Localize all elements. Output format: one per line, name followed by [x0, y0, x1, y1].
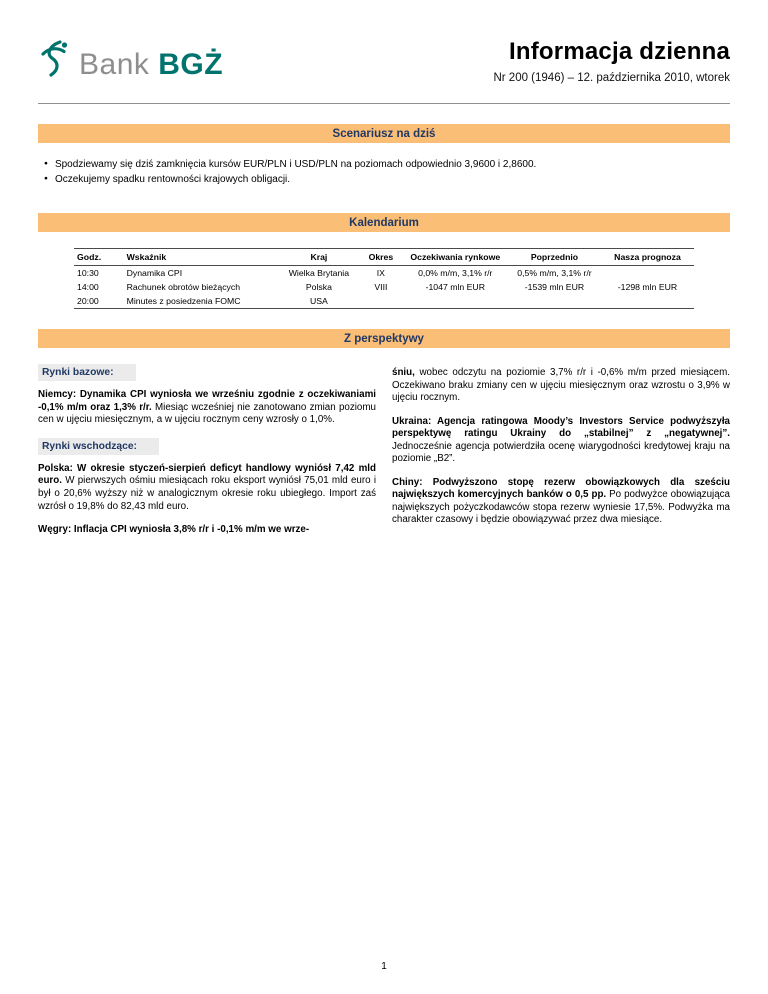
table-cell: 0,0% m/m, 3,1% r/r [418, 268, 493, 278]
scenario-bullet: ● Spodziewamy się dziś zamknięcia kursów EUR/PLN i USD/PLN na poziomach odpowiednio 3,9600 i 2,8600. [44, 157, 730, 172]
calendar-table-header-row [74, 249, 694, 266]
paragraph-body: Miesiąc wcześniej nie zanotowano zmian poziomu cen w ujęciu miesięcznym, a w ujęciu rocznym ceny wzrosły o 1,0%. [38, 401, 376, 426]
news-paragraph-hungary-continued [392, 367, 730, 405]
paragraph-body: W pierwszych ośmiu miesiącach roku eksport wyniósł 75,01 mld euro i był o 20,6% wyższy niż w analogicznym okresie roku ubiegłego. Import zaś wzrósł o 19,8% do 82,43 mld euro. [38, 475, 376, 512]
paragraph-body: wobec odczytu na poziomie 3,7% r/r i -0,6% m/m przed miesiącem. Oczekiwano braku zmiany cen w ujęciu miesięcznym oraz wzrostu o 3,9% w ujęciu rocznym. [392, 367, 730, 404]
table-cell: -1298 mln EUR [617, 282, 678, 292]
news-paragraph-germany [38, 389, 376, 427]
table-cell: Rachunek obrotów bieżących [126, 282, 241, 292]
table-cell: IX [376, 268, 385, 278]
table-cell: 0,5% m/m, 3,1% r/r [517, 268, 592, 278]
scenario-bullet: ● Oczekujemy spadku rentowności krajowych obligacji. [44, 172, 730, 187]
page-title: Informacja dzienna [509, 38, 730, 65]
logo-word-bank: Bank [79, 47, 150, 81]
table-cell: 14:00 [77, 282, 99, 292]
right-column [392, 364, 730, 548]
subheading-base-markets: Rynki bazowe: [38, 364, 136, 381]
table-cell: VIII [374, 282, 388, 292]
page-number: 1 [381, 961, 387, 972]
table-cell: Minutes z posiedzenia FOMC [126, 296, 241, 306]
scenario-bullet-list [38, 157, 730, 187]
subheading-emerging-markets: Rynki wschodzące: [38, 438, 159, 455]
section-banner-calendar: Kalendarium [38, 213, 730, 232]
table-cell: -1047 mln EUR [425, 282, 485, 292]
paragraph-lead: Polska: W okresie styczeń-sierpień deficyt handlowy wyniósł 7,42 mld euro. [38, 462, 376, 487]
logo-word-bgz: BGŻ [158, 47, 224, 81]
table-column-header: Wskaźnik [124, 249, 279, 266]
calendar-table [74, 248, 694, 309]
table-cell [359, 294, 402, 309]
perspective-columns [38, 364, 730, 548]
table-cell: USA [309, 296, 328, 306]
table-cell [601, 266, 694, 281]
bank-logo [38, 38, 223, 91]
header-titles [493, 34, 730, 84]
table-cell: Dynamika CPI [126, 268, 183, 278]
table-column-header: Godz. [74, 249, 124, 266]
paragraph-lead: Niemcy: Dynamika CPI wyniosła we wrześniu zgodnie z oczekiwaniami -0,1% m/m oraz 1,3% r/r. [38, 389, 376, 413]
table-column-header: Oczekiwania rynkowe [403, 249, 508, 266]
bgz-flourish-icon [38, 38, 72, 91]
section-banner-scenario: Scenariusz na dziś [38, 124, 730, 143]
paragraph-body: Po podwyżce obowiązująca największych pożyczkodawców stopa rezerw wyniesie 17,5%. Podwyżka ma charakter czasowy i będzie obowiązywać przez dwa miesiące. [392, 489, 731, 526]
news-paragraph-poland [38, 463, 376, 513]
table-cell [601, 294, 694, 309]
table-cell [508, 294, 601, 309]
news-paragraph-china [392, 477, 730, 527]
calendar-table-body [74, 266, 694, 309]
table-row [74, 280, 694, 294]
header [38, 34, 730, 91]
table-cell [403, 294, 508, 309]
paragraph-body: Jednocześnie agencja potwierdziła ocenę wiarygodności kredytowej kraju na poziomie „B2”. [392, 440, 730, 465]
table-row [74, 266, 694, 281]
paragraph-lead: Chiny: Podwyższono stopę rezerw obowiązkowych dla sześciu największych komercyjnych banków o 0,5 pp. [392, 476, 730, 501]
bank-logo-text [79, 48, 223, 82]
table-column-header: Poprzednio [508, 249, 601, 266]
table-cell: Wielka Brytania [288, 268, 350, 278]
table-column-header: Okres [359, 249, 402, 266]
issue-date-line: Nr 200 (1946) – 12. października 2010, wtorek [493, 72, 730, 84]
paragraph-lead: Ukraina: Agencja ratingowa Moody’s Investors Service podwyższyła perspektywę ratingu Ukrainy do „stabilnej” z „negatywnej”. [392, 415, 730, 440]
calendar-table-wrapper [74, 248, 694, 309]
paragraph-lead: śniu, [392, 367, 415, 378]
paragraph-lead: Węgry: Inflacja CPI wyniosła 3,8% r/r i -0,1% m/m we wrze- [38, 524, 310, 536]
news-paragraph-hungary [38, 524, 376, 537]
news-paragraph-ukraine [392, 416, 730, 466]
table-column-header: Nasza prognoza [601, 249, 694, 266]
section-banner-perspective: Z perspektywy [38, 329, 730, 348]
table-cell: Polska [305, 282, 332, 292]
left-column [38, 364, 376, 548]
table-row [74, 294, 694, 309]
table-cell: 10:30 [77, 268, 99, 278]
header-divider [38, 103, 730, 104]
table-column-header: Kraj [279, 249, 360, 266]
table-cell: 20:00 [77, 296, 99, 306]
table-cell: -1539 mln EUR [524, 282, 585, 292]
